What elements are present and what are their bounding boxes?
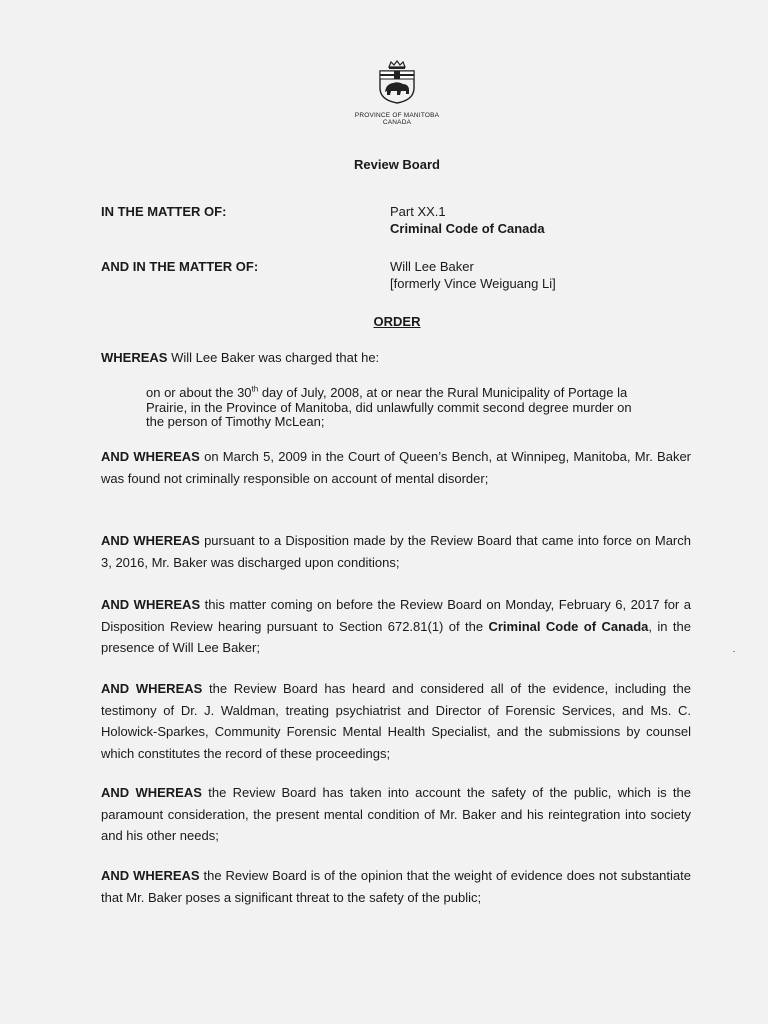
whereas-paragraph-4	[101, 594, 691, 659]
whereas-paragraph-1	[101, 347, 691, 369]
whereas-text: the Review Board is of the opinion that the weight of evidence does not substantiate that Mr. Baker poses a significant threat to the safety of the public;	[101, 868, 691, 905]
whereas-paragraph-2	[101, 446, 691, 489]
whereas-paragraph-3	[101, 530, 691, 573]
matter-label-2: AND IN THE MATTER OF:	[101, 259, 259, 274]
whereas-paragraph-7	[101, 865, 691, 908]
whereas-text: on March 5, 2009 in the Court of Queen’s Bench, at Winnipeg, Manitoba, Mr. Baker was found not criminally responsible on account of mental disorder;	[101, 449, 691, 486]
charge-quote	[146, 386, 646, 430]
whereas-paragraph-5	[101, 678, 691, 764]
whereas-text: the Review Board has heard and considered all of the evidence, including the testimony of Dr. J. Waldman, treating psychiatrist and Director of Forensic Services, and Ms. C. Holowick-Sparkes, Community Forensic Mental Health Specialist, and the submissions by counsel which constitutes the record of these proceedings;	[101, 681, 691, 761]
whereas-paragraph-6	[101, 782, 691, 847]
whereas-keyword: AND WHEREAS	[101, 868, 200, 883]
criminal-code-reference: Criminal Code of Canada	[488, 618, 649, 634]
whereas-text: this matter coming on before the Review Board on Monday, February 6, 2017 for a Disposition Review hearing pursuant to Section 672.81(1) of the	[101, 597, 691, 634]
scan-speck	[733, 651, 735, 652]
whereas-keyword: WHEREAS	[101, 350, 168, 365]
charge-text-post: day of July, 2008, at or near the Rural Municipality of Portage la Prairie, in the Province of Manitoba, did unlawfully commit second degree murder on the person of Timothy McLean;	[146, 385, 632, 429]
whereas-text: the Review Board has taken into account the safety of the public, which is the paramount consideration, the present mental condition of Mr. Baker and his reintegration into society and his other needs;	[101, 785, 691, 843]
matter-code: Criminal Code of Canada	[390, 221, 545, 236]
whereas-keyword: AND WHEREAS	[101, 449, 200, 464]
matter-label: IN THE MATTER OF:	[101, 204, 227, 219]
province-country: CANADA	[382, 119, 412, 126]
whereas-text-tail: , in the presence of Will Lee Baker;	[101, 618, 691, 655]
charge-text-sup: th	[251, 384, 259, 394]
matter-person-name: Will Lee Baker	[390, 259, 474, 274]
whereas-keyword: AND WHEREAS	[101, 533, 200, 548]
whereas-keyword: AND WHEREAS	[101, 597, 201, 612]
matter-value	[390, 203, 545, 237]
whereas-text: pursuant to a Disposition made by the Review Board that came into force on March 3, 2016, Mr. Baker was discharged upon conditions;	[101, 533, 691, 570]
charge-text-pre: on or about the 30	[146, 385, 252, 400]
province-name: PROVINCE OF MANITOBA	[354, 112, 440, 119]
matter-former-name: [formerly Vince Weiguang Li]	[390, 276, 556, 291]
order-heading: ORDER	[373, 314, 421, 329]
matter-part: Part XX.1	[390, 204, 446, 219]
matter-value-2	[390, 258, 556, 292]
board-title: Review Board	[354, 157, 440, 172]
manitoba-crest-icon	[374, 60, 420, 104]
whereas-keyword: AND WHEREAS	[101, 681, 203, 696]
whereas-keyword: AND WHEREAS	[101, 785, 202, 800]
whereas-text: Will Lee Baker was charged that he:	[167, 350, 380, 365]
